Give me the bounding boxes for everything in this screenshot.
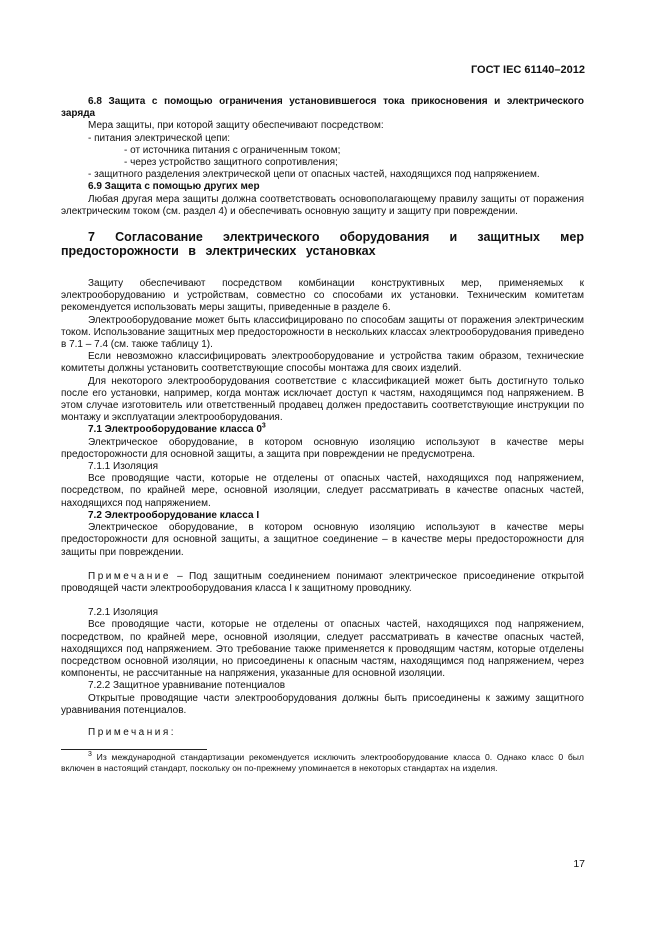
list-subitem: - через устройство защитного сопротивления; [124,157,338,169]
section-6-8-intro: Мера защиты, при которой защиту обеспечивают посредством: [88,120,384,132]
section-7-1-1-text: Все проводящие части, которые не отделены от опасных частей, находящихся под напряжением, посредством, по крайней мере, основной изоляции, следует рассматривать в качестве опасных частей, находящихся под напряжением. [61,473,584,509]
footnote-reference: 3 [261,423,266,431]
list-item: - защитного разделения электрической цепи от опасных частей, находящихся под напряжением. [88,169,540,181]
note-label: Примечание [88,570,171,582]
section-7-paragraph: Защиту обеспечивают посредством комбинации конструктивных мер, применяемых к электрооборудованию и устройствам, совместно со способами их установки. Техническим комитетам рекомендуется использовать меры защиты, приведенные в разделе 6. [61,278,584,314]
section-7-2-1-text: Все проводящие части, которые не отделены от опасных частей, находящихся под напряжением, посредством, по крайней мере, основной изоляции, следует рассматривать в качестве опасных частей, находящихся под напряжением. Это требование также применяется к проводящим частям, которые отделены посредством основной изоляции, но присоединены к опасным частям, находящимся под напряжением, через компоненты, не рассчитанные на напряжения, указанные для основной изоляции. [61,619,584,680]
note [61,571,584,595]
footnote-divider [61,749,207,750]
section-7-paragraph: Если невозможно классифицировать электрооборудование и устройства таким образом, технические комитеты должны установить соответствующие способы монтажа для своих изделий. [61,351,584,375]
footnote [61,752,584,774]
section-7-2-text: Электрическое оборудование, в котором основную изоляцию используют в качестве меры предосторожности для основной защиты, а защитное соединение – в качестве меры предосторожности для защиты при повреждении. [61,522,584,558]
note-text: – Под защитным соединением понимают электрическое присоединение открытой проводящей части электрооборудования класса I к защитному проводнику. [61,570,584,594]
section-7-2-heading: 7.2 Электрооборудование класса I [88,509,260,521]
standard-code-header: ГОСТ IEC 61140–2012 [470,64,585,76]
section-6-8-heading: 6.8 Защита с помощью ограничения установившегося тока прикосновения и электрического заряда [61,96,584,120]
section-6-9-heading: 6.9 Защита с помощью других мер [88,181,260,193]
footnote-mark: 3 [88,751,92,759]
section-7-1-text: Электрическое оборудование, в котором основную изоляцию используют в качестве меры предосторожности для основной защиты, а защита при повреждении не предусмотрена. [61,436,584,460]
section-7-title: 7 Согласование электрического оборудования и защитных мер предосторожности в электрических установках [61,230,584,259]
page-number: 17 [573,858,585,870]
section-7-2-2-heading: 7.2.2 Защитное уравнивание потенциалов [88,680,286,692]
section-6-9-text: Любая другая мера защиты должна соответствовать основополагающему правилу защиты от поражения электрическим током (см. раздел 4) и обеспечивать основную защиту и защиту при повреждении. [61,193,584,217]
section-7-1-1-heading: 7.1.1 Изоляция [88,461,158,473]
section-7-2-1-heading: 7.2.1 Изоляция [88,607,158,619]
section-7-1-heading [61,424,584,436]
document-body [61,96,584,774]
notes-label: Примечания: [88,726,177,738]
section-7-1-heading-text: 7.1 Электрооборудование класса 0 [88,424,262,436]
section-7-paragraph: Для некоторого электрооборудования соответствие с классификацией может быть достигнуто только после его установки, например, когда монтаж исключает доступ к частям, находящимся под напряжением. В этом случае изготовитель или ответственный продавец должен предоставить соответствующие инструкции по монтажу и эксплуатации электрооборудования. [61,375,584,424]
list-subitem: - от источника питания с ограниченным током; [124,144,341,156]
section-7-paragraph: Электрооборудование может быть классифицировано по способам защиты от поражения электрическим током. Использование защитных мер предосторожности в нескольких классах электрооборудования приведено в 7.1 – 7.4 (см. также таблицу 1). [61,314,584,351]
section-7-2-2-text: Открытые проводящие части электрооборудования должны быть присоединены к зажиму защитного уравнивания потенциалов. [61,692,584,716]
list-item: - питания электрической цепи: [88,132,231,144]
footnote-text: Из международной стандартизации рекомендуется исключить электрооборудование класса 0. Однако класс 0 был включен в настоящий стандарт, поскольку он по-прежнему упоминается в некоторых стандартах на изделия. [61,752,584,774]
